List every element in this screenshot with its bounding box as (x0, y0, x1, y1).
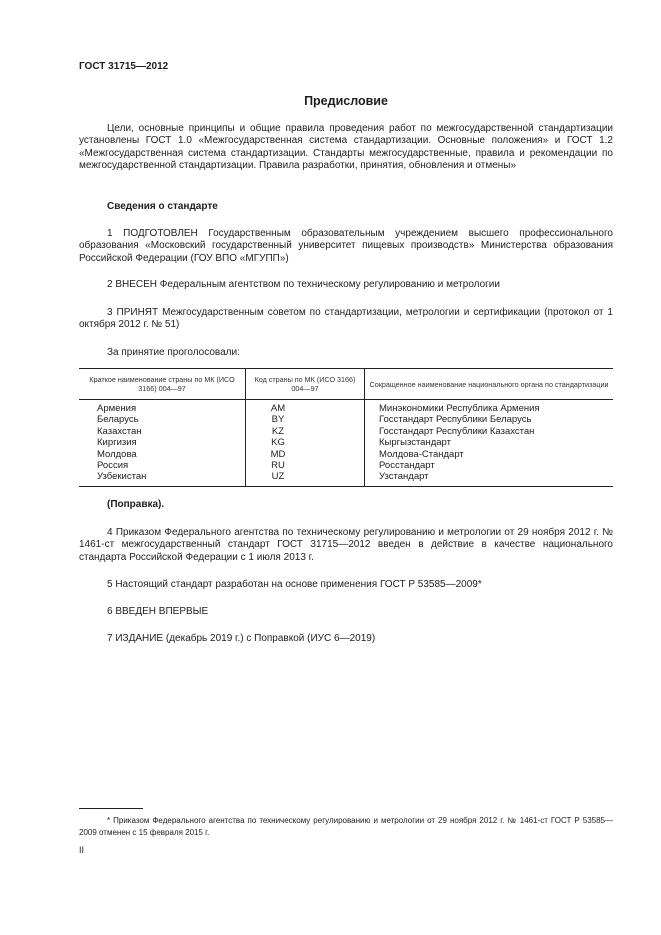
standards-body: Узстандарт (365, 471, 614, 486)
item-first-introduced: 6 ВВЕДЕН ВПЕРВЫЕ (107, 606, 209, 617)
item-enacted: 4 Приказом Федерального агентства по техническому регулированию и метрологии от 29 ноября 2012 г. № 1461-ст межгосударственный стандарт ГОСТ 31715—2012 введен в действие в качестве национального стандарта Российской Федерации с 1 июля 2013 г. (79, 527, 613, 563)
table-row (79, 400, 613, 415)
table-row (79, 449, 613, 460)
standards-body: Минэкономики Республика Армения (365, 400, 614, 415)
table-row (79, 414, 613, 425)
country-code: KZ (246, 426, 365, 437)
country-code: MD (246, 449, 365, 460)
table-row (79, 471, 613, 486)
footnote-divider (79, 808, 143, 809)
country-code: RU (246, 460, 365, 471)
country-name: Беларусь (97, 414, 139, 426)
country-code: BY (246, 414, 365, 425)
country-name: Армения (97, 403, 137, 414)
page-number: II (79, 845, 85, 855)
amendment-note: (Поправка). (107, 499, 165, 510)
info-heading: Сведения о стандарте (107, 201, 218, 212)
country-name: Киргизия (97, 437, 137, 449)
standards-body: Госстандарт Республики Казахстан (365, 426, 614, 437)
vote-table (79, 368, 613, 487)
vote-intro: За принятие проголосовали: (107, 347, 240, 358)
item-adopted: 3 ПРИНЯТ Межгосударственным советом по стандартизации, метрологии и сертификации (протокол от 1 октября 2012 г. № 51) (79, 307, 613, 331)
standards-body: Кыргызстандарт (365, 437, 614, 448)
page-title: Предисловие (304, 94, 388, 108)
header-country-code: Код страны по МК (ИСО 3166) 004—97 (246, 369, 365, 400)
country-name: Узбекистан (79, 471, 246, 486)
document-code: ГОСТ 31715—2012 (79, 61, 169, 72)
item-submitted: 2 ВНЕСЕН Федеральным агентством по техническому регулированию и метрологии (107, 279, 500, 290)
country-code: AM (246, 400, 365, 415)
standards-body: Молдова-Стандарт (365, 449, 614, 460)
table-row (79, 437, 613, 448)
header-standards-body: Сокращенное наименование национального органа по стандартизации (365, 369, 614, 400)
standards-body: Госстандарт Республики Беларусь (365, 414, 614, 425)
country-code: UZ (246, 471, 365, 486)
table-row (79, 460, 613, 471)
footnote: * Приказом Федерального агентства по техническому регулированию и метрологии от 29 ноября 2012 г. № 1461-ст ГОСТ Р 53585—2009 отменен с 15 февраля 2015 г. (79, 816, 613, 837)
item-prepared: 1 ПОДГОТОВЛЕН Государственным образовательным учреждением высшего профессионального образования «Московский государственный университет пищевых производств» Министерства образования Российской Федерации (ГОУ ВПО «МГУПП») (79, 228, 613, 264)
item-basis: 5 Настоящий стандарт разработан на основе применения ГОСТ Р 53585—2009* (107, 579, 482, 590)
country-name: Молдова (97, 448, 137, 460)
country-name: Россия (97, 460, 129, 472)
item-edition: 7 ИЗДАНИЕ (декабрь 2019 г.) с Поправкой (ИУС 6—2019) (107, 633, 376, 644)
vote-table-header-row (79, 369, 613, 400)
country-name: Казахстан (97, 425, 142, 437)
country-code: KG (246, 437, 365, 448)
header-country-name: Краткое наименование страны по МК (ИСО 3166) 004—97 (79, 369, 246, 400)
table-row (79, 426, 613, 437)
intro-paragraph: Цели, основные принципы и общие правила проведения работ по межгосударственной стандартизации установлены ГОСТ 1.0 «Межгосударственная система стандартизации. Основные положения» и ГОСТ 1.2 «Межгосударственная система стандартизации. Стандарты межгосударственные, правила и рекомендации по межгосударственной стандартизации. Правила разработки, принятия, обновления и отмены» (79, 123, 613, 172)
standards-body: Росстандарт (365, 460, 614, 471)
